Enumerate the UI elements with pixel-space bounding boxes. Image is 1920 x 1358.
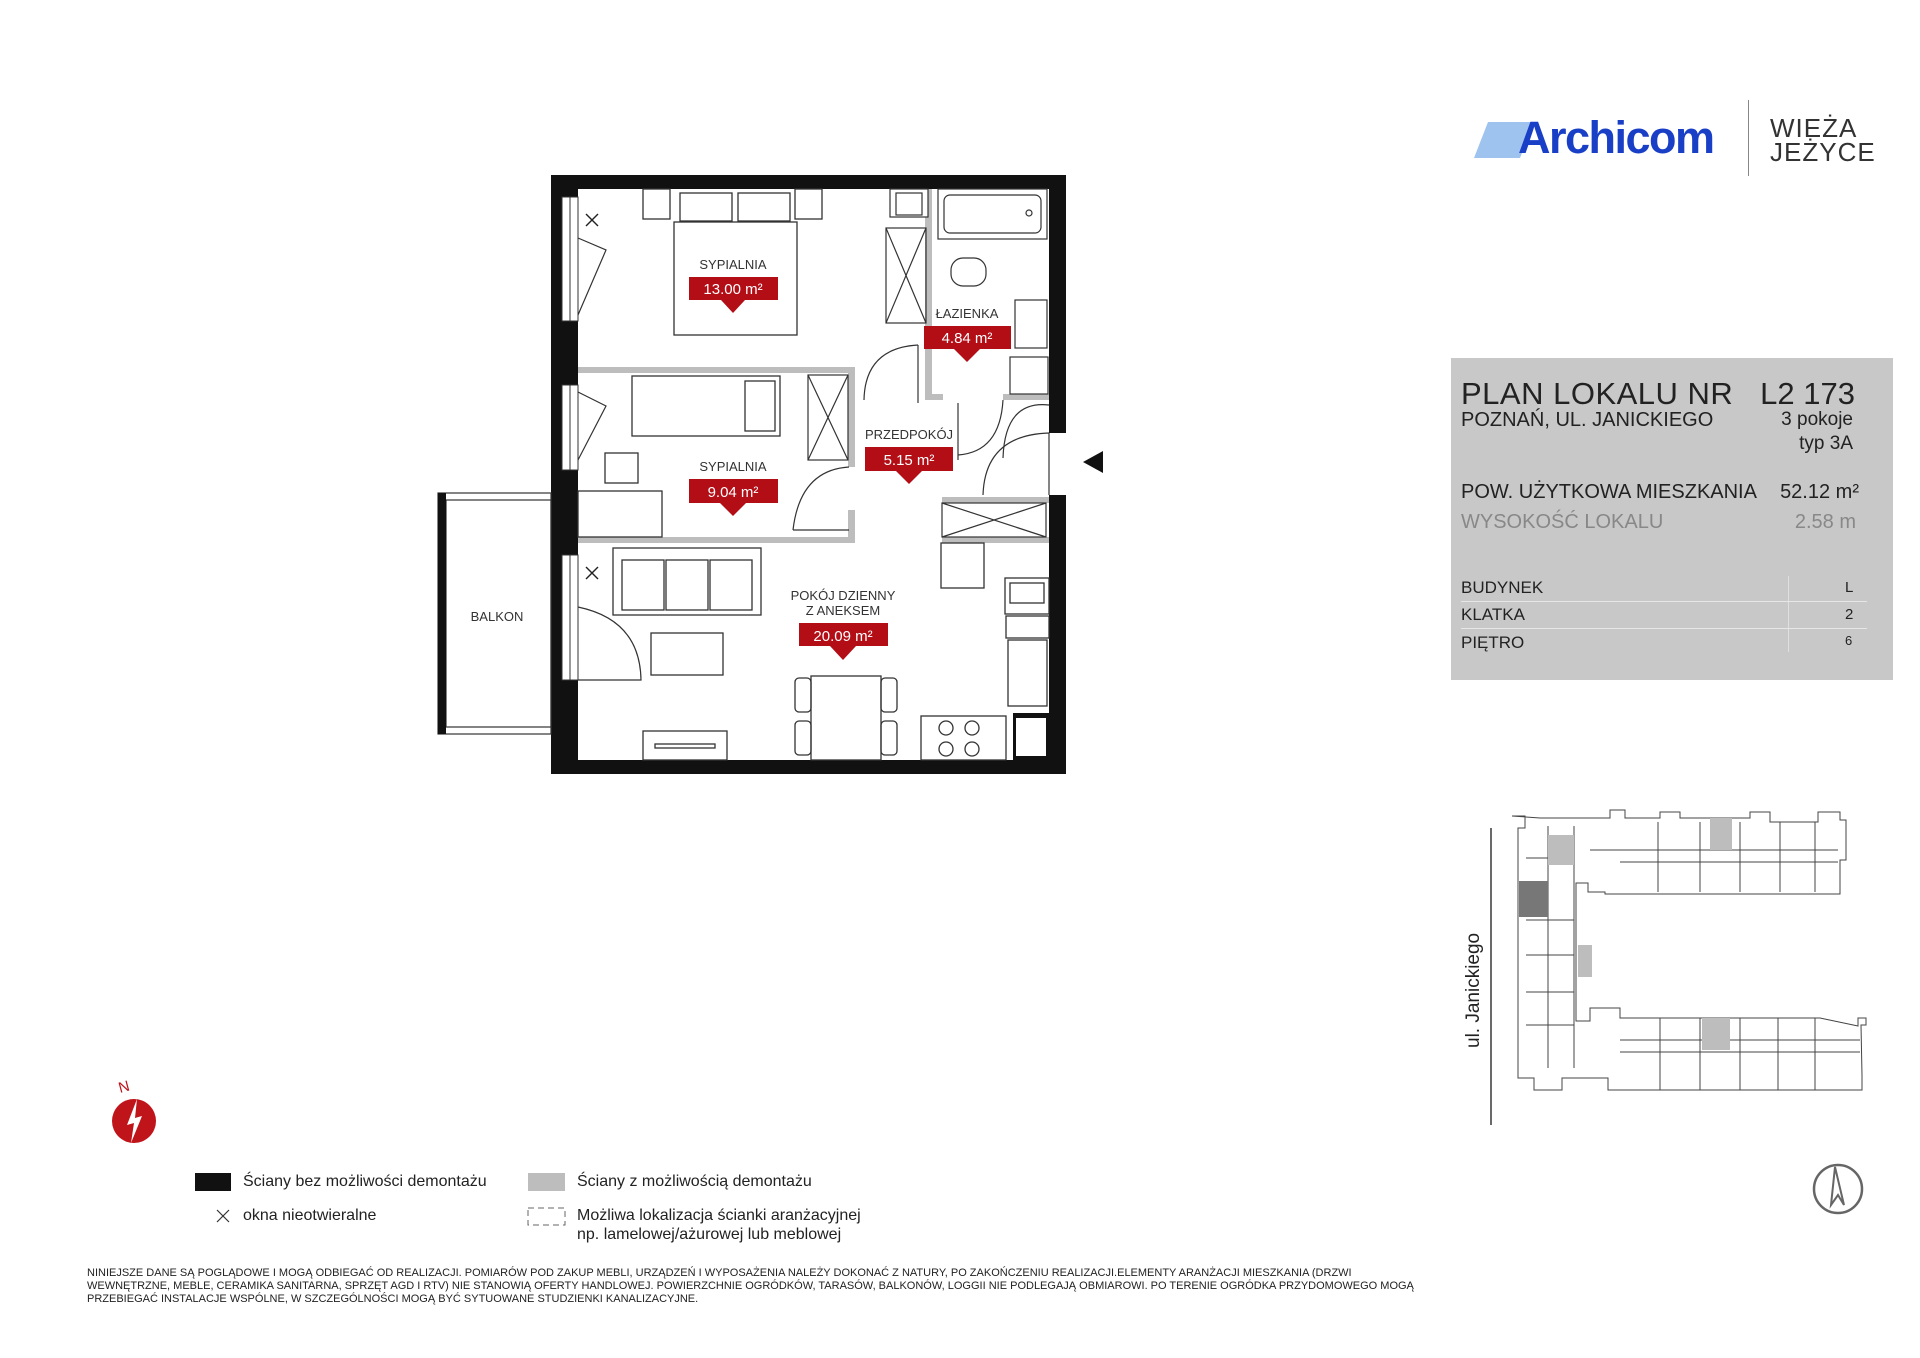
svg-text:20.09 m²: 20.09 m² xyxy=(813,628,873,645)
project-name-line2: JEŻYCE xyxy=(1770,137,1876,167)
room-label-bathroom xyxy=(924,306,1011,362)
unit-number: L2 173 xyxy=(1760,376,1855,411)
svg-text:13.00 m²: 13.00 m² xyxy=(703,281,763,298)
legend-fixed-swatch xyxy=(195,1173,231,1191)
building-label: BUDYNEK xyxy=(1461,578,1544,597)
floor-value: 6 xyxy=(1845,633,1853,648)
legend-partition-line2: np. lamelowej/ażurowej lub meblowej xyxy=(577,1226,842,1243)
room-label-living-room xyxy=(791,588,896,660)
svg-text:N: N xyxy=(116,1077,132,1097)
svg-text:5.15 m²: 5.15 m² xyxy=(883,452,935,469)
north-compass-icon xyxy=(112,1078,156,1143)
street-label: ul. Janickiego xyxy=(1463,932,1484,1048)
legend-fixed-windows: okna nieotwieralne xyxy=(243,1207,377,1224)
logo-divider xyxy=(1748,100,1749,176)
svg-text:POKÓJ DZIENNY: POKÓJ DZIENNY xyxy=(790,588,896,603)
disclaimer: NINIEJSZE DANE SĄ POGLĄDOWE I MOGĄ ODBIEGAĆ OD REALIZACJI. POMIARÓW POD ZAKUP MEBLI, URZĄDZEŃ I WYPOSAŻENIA NALEŻY DOKONAĆ Z NATURY, PO ZAKOŃCZENIU REALIZACJI.ELEMENTY ARANŻACJI MIESZKANIA (DRZWI WEWNĘTRZNE, MEBLE, CERAMIKA SANITARNA, SPRZĘT AGD I RTV) NIE STANOWIĄ OFERTY HANDLOWEJ. POWIERZCHNIE OGRÓDKÓW, TARASÓW, BALKONÓW, LOGGII NIE PODLEGAJĄ OBMIAROWI. PO TERENIE OGRÓDKA PRZYDOMOWEGO MOGĄ PRZEBIEGAĆ INSTALACJE WSPÓLNE, W SZCZEGÓLNOŚCI MOGĄ BYĆ SYTUOWANE STUDZIENKI KANALIZACYJNE. xyxy=(87,1267,1414,1305)
row-line xyxy=(1461,628,1867,629)
area-label: POW. UŻYTKOWA MIESZKANIA xyxy=(1461,481,1757,503)
unit-info-panel xyxy=(1451,358,1893,680)
svg-text:4.84 m²: 4.84 m² xyxy=(941,330,993,347)
balcony-label: BALKON xyxy=(470,609,524,624)
removable-walls xyxy=(578,189,1049,543)
balcony-rail xyxy=(438,493,446,734)
legend-fixed-walls: Ściany bez możliwości demontażu xyxy=(243,1173,487,1190)
site-compass-icon xyxy=(1814,1165,1862,1213)
project-name-line1: WIEŻA xyxy=(1770,113,1858,143)
legend-removable-swatch xyxy=(528,1173,565,1191)
fixed-walls xyxy=(551,175,1066,774)
unit-type: typ 3A xyxy=(1799,433,1853,454)
svg-text:PRZEDPOKÓJ: PRZEDPOKÓJ xyxy=(864,427,954,442)
window-swings xyxy=(578,238,641,680)
address: POZNAŃ, UL. JANICKIEGO xyxy=(1461,409,1714,431)
legend-partition-line1: Możliwa lokalizacja ścianki aranżacyjnej xyxy=(577,1207,861,1224)
area-value: 52.12 m² xyxy=(1780,481,1859,503)
building-value: L xyxy=(1845,579,1854,596)
row-divider xyxy=(1788,576,1789,652)
brand-name: Archicom xyxy=(1518,112,1714,163)
height-label: WYSOKOŚĆ LOKALU xyxy=(1461,511,1664,533)
svg-text:9.04 m²: 9.04 m² xyxy=(707,484,759,501)
room-count: 3 pokoje xyxy=(1781,409,1853,430)
svg-text:SYPIALNIA: SYPIALNIA xyxy=(699,257,767,272)
svg-text:ŁAZIENKA: ŁAZIENKA xyxy=(935,306,999,321)
entrance-arrow-icon xyxy=(1083,451,1103,473)
legend-partition-swatch xyxy=(528,1208,565,1225)
floor-label: PIĘTRO xyxy=(1461,633,1525,652)
project-name xyxy=(1770,113,1876,167)
svg-text:SYPIALNIA: SYPIALNIA xyxy=(699,459,767,474)
legend-window-icon xyxy=(217,1210,229,1222)
room-label-hallway xyxy=(865,427,953,484)
legend-removable-walls: Ściany z możliwością demontażu xyxy=(577,1173,812,1190)
plan-title: PLAN LOKALU NR xyxy=(1461,376,1734,411)
staircase-value: 2 xyxy=(1845,606,1854,623)
room-label-bedroom-1 xyxy=(689,257,778,313)
room-label-bedroom-2 xyxy=(689,459,778,516)
staircase-label: KLATKA xyxy=(1461,605,1525,624)
site-plan xyxy=(1491,810,1866,1125)
svg-text:Z ANEKSEM: Z ANEKSEM xyxy=(805,603,881,618)
living-furniture xyxy=(613,543,1049,760)
bathroom-fixtures xyxy=(935,189,1048,394)
row-line xyxy=(1461,601,1867,602)
bed-small xyxy=(578,376,780,537)
height-value: 2.58 m xyxy=(1794,511,1856,533)
site-plan-unit-highlight xyxy=(1519,881,1548,917)
